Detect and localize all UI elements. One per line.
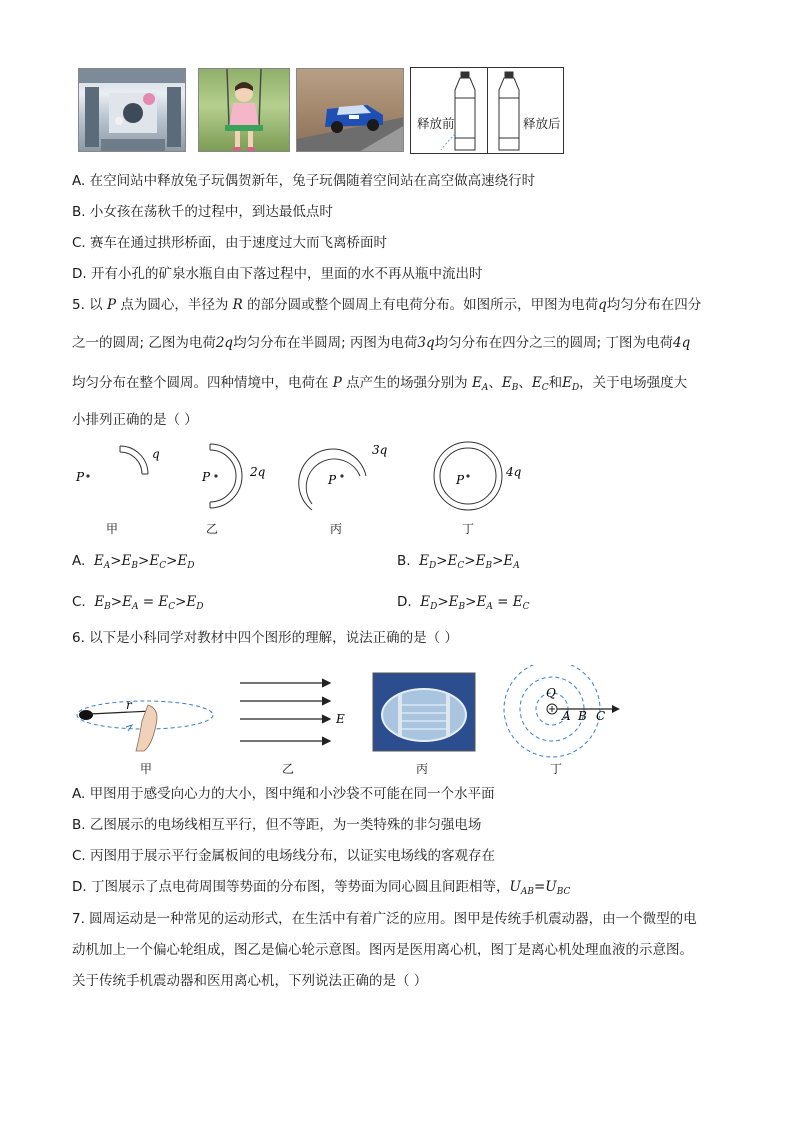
bottle-before bbox=[455, 72, 475, 150]
label-before: 释放前 bbox=[417, 116, 455, 131]
water-stream bbox=[441, 134, 455, 150]
p-label-jia: P bbox=[76, 470, 85, 484]
p-label-yi: P bbox=[202, 470, 211, 484]
fig-q6-bing bbox=[373, 673, 475, 751]
p-label-ding: P bbox=[456, 473, 465, 487]
q7-line-2: 动机加上一个偏心轮组成，图乙是偏心轮示意图。图丙是医用离心机，图丁是离心机处理血液的示意图。 bbox=[72, 942, 693, 958]
q4-option-c: C. 赛车在通过拱形桥面，由于速度过大而飞离桥面时 bbox=[72, 235, 388, 251]
q5-line-4: 小排列正确的是（ ） bbox=[72, 412, 198, 428]
q6-option-d: D. 丁图展示了点电荷周围等势面的分布图，等势面为同心圆且间距相等，$U_{AB}=U_{BC}$ bbox=[72, 879, 571, 897]
q6-stem: 6. 以下是小科同学对教材中四个图形的理解，说法正确的是（ ） bbox=[72, 630, 458, 646]
q6-c-label: C bbox=[596, 709, 606, 723]
fig-jia bbox=[75, 446, 160, 484]
q7-line-3: 关于传统手机震动器和医用离心机，下列说法正确的是（ ） bbox=[72, 973, 428, 989]
fig-ding bbox=[434, 442, 522, 510]
q6-r-label: r bbox=[126, 698, 132, 712]
q5-label-yi: 乙 bbox=[206, 522, 219, 536]
charge-yi: 2q bbox=[250, 465, 266, 479]
q5-option-b: B. $E_D>E_C>E_B>E_A$ bbox=[397, 553, 520, 571]
q6-q-label: Q bbox=[546, 686, 556, 700]
q6-label-bing: 丙 bbox=[416, 762, 429, 776]
q5-line-3: 均匀分布在整个圆周。四种情境中，电荷在 P 点产生的场强分别为 $E_A$、$E_B$、$E_C$和$E_D$，关于电场强度大 bbox=[72, 375, 688, 393]
q6-figures bbox=[70, 665, 630, 760]
space-station-photo bbox=[78, 68, 186, 152]
q5-line-1: 5. 以 P 点为圆心，半径为 R 的部分圆或整个圆周上有电荷分布。如图所示，甲图为电荷q均匀分布在四分 bbox=[72, 297, 702, 313]
fig-q6-yi bbox=[240, 679, 330, 745]
q6-e-label: E bbox=[336, 712, 345, 726]
q4-option-a: A. 在空间站中释放兔子玩偶贺新年，兔子玩偶随着空间站在高空做高速绕行时 bbox=[72, 173, 536, 189]
p-label-bing: P bbox=[328, 473, 337, 487]
fig-q6-ding bbox=[504, 665, 620, 757]
q7-line-1: 7. 圆周运动是一种常见的运动形式，在生活中有着广泛的应用。图甲是传统手机震动器，由一个微型的电 bbox=[72, 911, 697, 927]
charge-ding: 4q bbox=[506, 465, 522, 479]
q6-label-jia: 甲 bbox=[140, 762, 153, 776]
bottle-after bbox=[499, 72, 519, 150]
fig-q6-jia bbox=[77, 698, 213, 751]
swing-girl-photo bbox=[198, 68, 290, 152]
q6-option-b: B. 乙图展示的电场线相互平行，但不等距，为一类特殊的非匀强电场 bbox=[72, 817, 482, 833]
q5-option-d: D. $E_D>E_B>E_A = E_C$ bbox=[397, 594, 530, 612]
q6-b-label: B bbox=[578, 709, 587, 723]
q5-label-bing: 丙 bbox=[330, 522, 343, 536]
charge-bing: 3q bbox=[372, 443, 388, 457]
q6-label-ding: 丁 bbox=[550, 762, 563, 776]
fig-yi bbox=[201, 444, 266, 508]
q6-option-a: A. 甲图用于感受向心力的大小，图中绳和小沙袋不可能在同一个水平面 bbox=[72, 786, 495, 802]
fig-bing bbox=[299, 443, 388, 510]
bottle-diagram bbox=[410, 67, 564, 154]
race-car-drawing bbox=[297, 69, 404, 152]
q5-line-2: 之一的圆周; 乙图为电荷2q均匀分布在半圆周; 丙图为电荷3q均匀分布在四分之三的圆周; 丁图为电荷4q bbox=[72, 335, 691, 351]
q5-option-a: A. $E_A>E_B>E_C>E_D$ bbox=[72, 553, 195, 571]
q5-label-jia: 甲 bbox=[106, 522, 119, 536]
q5-label-ding: 丁 bbox=[462, 522, 475, 536]
charge-jia: q bbox=[152, 447, 160, 461]
bottles-drawing bbox=[411, 68, 565, 155]
space-station-drawing bbox=[79, 69, 186, 152]
q6-label-yi: 乙 bbox=[282, 762, 295, 776]
q6-a-label: A bbox=[562, 709, 571, 723]
swing-girl-drawing bbox=[199, 69, 290, 152]
q4-option-d: D. 开有小孔的矿泉水瓶自由下落过程中，里面的水不再从瓶中流出时 bbox=[72, 266, 483, 282]
q5-option-c: C. $E_B>E_A = E_C>E_D$ bbox=[72, 594, 204, 612]
q6-option-c: C. 丙图用于展示平行金属板间的电场线分布，以证实电场线的客观存在 bbox=[72, 848, 496, 864]
label-after: 释放后 bbox=[523, 116, 561, 131]
q4-option-b: B. 小女孩在荡秋千的过程中，到达最低点时 bbox=[72, 204, 333, 220]
race-car-photo bbox=[296, 68, 404, 152]
